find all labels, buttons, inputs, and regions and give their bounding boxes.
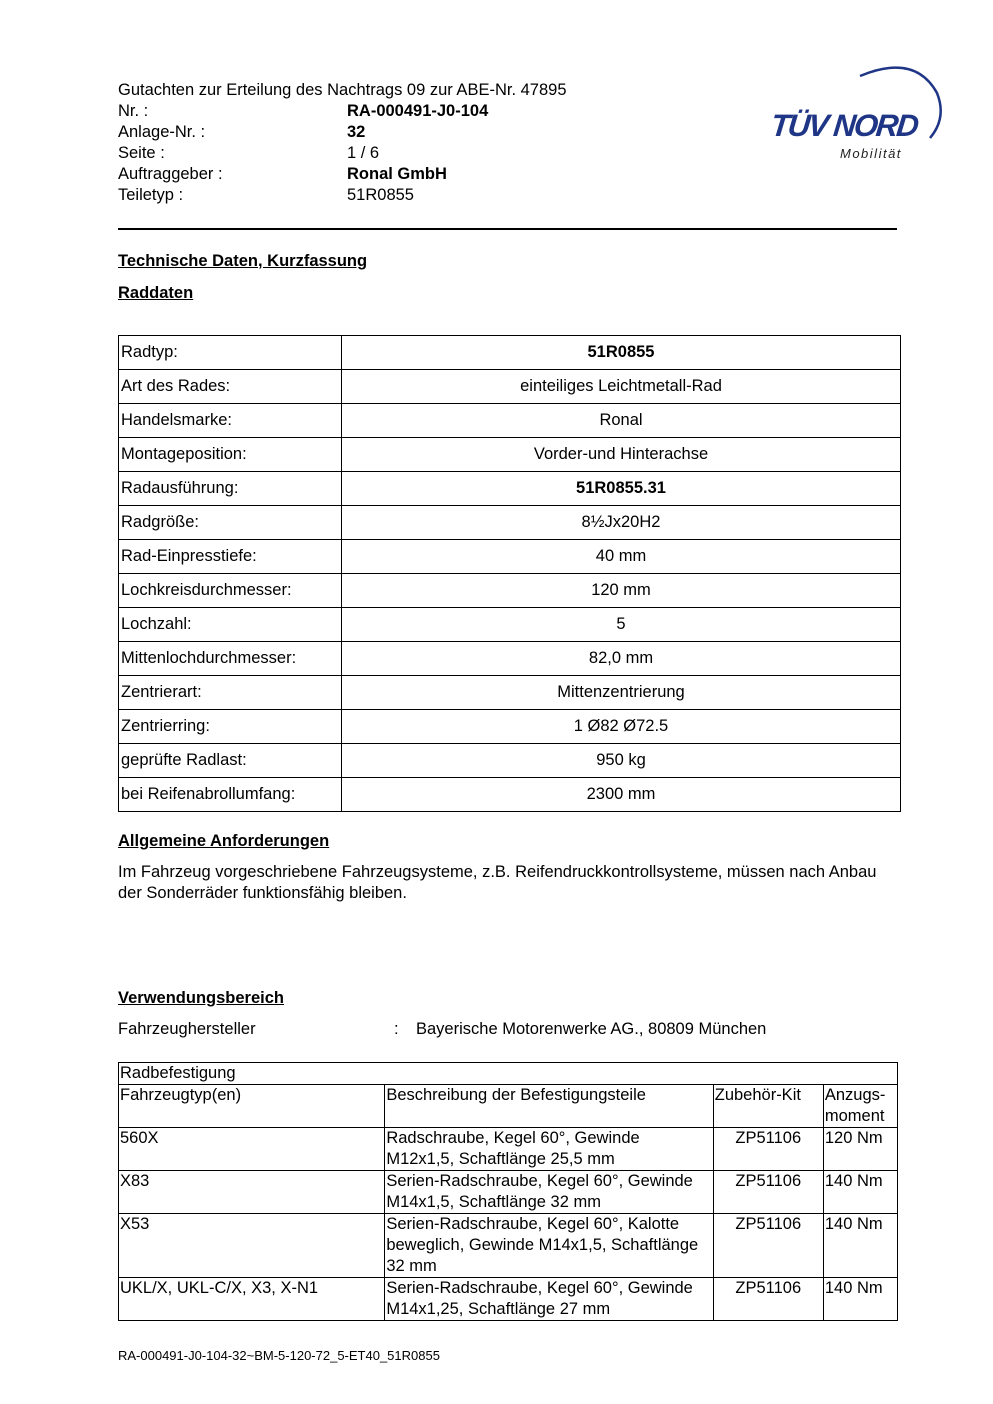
- raddaten-label: Zentrierart:: [119, 676, 342, 710]
- raddaten-table: [118, 335, 901, 812]
- header-label: Teiletyp :: [118, 186, 184, 204]
- header-row: [118, 164, 758, 185]
- table-cell: X83: [119, 1171, 385, 1214]
- table-cell: X53: [119, 1214, 385, 1278]
- raddaten-value: 51R0855: [342, 336, 901, 370]
- header-row: [118, 143, 758, 164]
- header-value: 32: [347, 123, 366, 141]
- raddaten-value: 1 Ø82 Ø72.5: [342, 710, 901, 744]
- table-row: [119, 744, 901, 778]
- raddaten-value: 51R0855.31: [342, 472, 901, 506]
- table-cell: Serien-Radschraube, Kegel 60°, Kalotte beweglich, Gewinde M14x1,5, Schaftlänge 32 mm: [385, 1214, 713, 1278]
- table-row: [119, 336, 901, 370]
- header-value: Ronal GmbH: [347, 165, 447, 183]
- raddaten-label: Radausführung:: [119, 472, 342, 506]
- fahrzeughersteller-row: [118, 1020, 766, 1039]
- raddaten-label: bei Reifenabrollumfang:: [119, 778, 342, 812]
- table-caption-row: [119, 1063, 898, 1085]
- raddaten-value: 950 kg: [342, 744, 901, 778]
- header-value: 1 / 6: [347, 144, 380, 162]
- section-allgemeine: Allgemeine Anforderungen: [118, 832, 330, 850]
- raddaten-label: Lochzahl:: [119, 608, 342, 642]
- section-verwendung: Verwendungsbereich: [118, 989, 284, 1007]
- table-cell: 560X: [119, 1128, 385, 1171]
- column-header: Zubehör-Kit: [713, 1085, 823, 1128]
- table-cell: 140 Nm: [823, 1171, 897, 1214]
- table-cell: ZP51106: [713, 1214, 823, 1278]
- raddaten-value: 120 mm: [342, 574, 901, 608]
- raddaten-label: Montageposition:: [119, 438, 342, 472]
- section-technische-daten: Technische Daten, Kurzfassung: [118, 252, 368, 270]
- raddaten-value: Mittenzentrierung: [342, 676, 901, 710]
- section-raddaten: Raddaten: [118, 284, 194, 302]
- raddaten-label: Art des Rades:: [119, 370, 342, 404]
- header-label: Auftraggeber :: [118, 165, 223, 183]
- logo-subtitle: Mobilität: [840, 146, 902, 161]
- table-cell: 140 Nm: [823, 1278, 897, 1321]
- raddaten-value: Vorder-und Hinterachse: [342, 438, 901, 472]
- fahrzeughersteller-value: Bayerische Motorenwerke AG., 80809 München: [416, 1020, 767, 1038]
- raddaten-value: 40 mm: [342, 540, 901, 574]
- raddaten-value: 82,0 mm: [342, 642, 901, 676]
- table-row: [119, 1278, 898, 1321]
- fahrzeughersteller-sep: :: [394, 1020, 399, 1038]
- raddaten-label: Radtyp:: [119, 336, 342, 370]
- raddaten-value: einteiliges Leichtmetall-Rad: [342, 370, 901, 404]
- column-header: Beschreibung der Befestigungsteile: [385, 1085, 713, 1128]
- table-cell: 120 Nm: [823, 1128, 897, 1171]
- raddaten-label: geprüfte Radlast:: [119, 744, 342, 778]
- table-row: [119, 1128, 898, 1171]
- logo-brand: TÜV NORD: [769, 108, 919, 143]
- raddaten-value: 8½Jx20H2: [342, 506, 901, 540]
- fahrzeughersteller-label: Fahrzeughersteller: [118, 1020, 256, 1038]
- tuv-nord-logo: [765, 58, 945, 168]
- column-header: Anzugs- moment: [823, 1085, 897, 1128]
- raddaten-label: Handelsmarke:: [119, 404, 342, 438]
- table-caption: Radbefestigung: [119, 1063, 898, 1085]
- allgemeine-text: Im Fahrzeug vorgeschriebene Fahrzeugsysteme, z.B. Reifendruckkontrollsysteme, müssen nach Anbau der Sonderräder funktionsfähig bleiben.: [118, 863, 877, 902]
- table-row: [119, 370, 901, 404]
- table-cell: 140 Nm: [823, 1214, 897, 1278]
- table-cell: Radschraube, Kegel 60°, Gewinde M12x1,5, Schaftlänge 25,5 mm: [385, 1128, 713, 1171]
- raddaten-label: Mittenlochdurchmesser:: [119, 642, 342, 676]
- table-row: [119, 642, 901, 676]
- table-row: [119, 778, 901, 812]
- table-row: [119, 540, 901, 574]
- header-row: [118, 101, 758, 122]
- column-header: Fahrzeugtyp(en): [119, 1085, 385, 1128]
- table-row: [119, 404, 901, 438]
- table-row: [119, 710, 901, 744]
- table-row: [119, 506, 901, 540]
- header-title: Gutachten zur Erteilung des Nachtrags 09 zur ABE-Nr. 47895: [118, 81, 567, 99]
- header-label: Anlage-Nr. :: [118, 123, 206, 141]
- header-value: 51R0855: [347, 186, 414, 204]
- table-header-row: [119, 1085, 898, 1128]
- table-row: [119, 438, 901, 472]
- raddaten-value: Ronal: [342, 404, 901, 438]
- header-value: RA-000491-J0-104: [347, 102, 489, 120]
- header-row: [118, 122, 758, 143]
- table-row: [119, 1171, 898, 1214]
- raddaten-label: Lochkreisdurchmesser:: [119, 574, 342, 608]
- table-cell: ZP51106: [713, 1278, 823, 1321]
- header-row: [118, 185, 758, 206]
- raddaten-value: 2300 mm: [342, 778, 901, 812]
- raddaten-value: 5: [342, 608, 901, 642]
- table-row: [119, 1214, 898, 1278]
- raddaten-label: Rad-Einpresstiefe:: [119, 540, 342, 574]
- table-row: [119, 608, 901, 642]
- raddaten-label: Zentrierring:: [119, 710, 342, 744]
- table-cell: Serien-Radschraube, Kegel 60°, Gewinde M14x1,25, Schaftlänge 27 mm: [385, 1278, 713, 1321]
- table-row: [119, 574, 901, 608]
- radbefestigung-table: [118, 1062, 898, 1321]
- raddaten-label: Radgröße:: [119, 506, 342, 540]
- table-row: [119, 676, 901, 710]
- table-cell: UKL/X, UKL-C/X, X3, X-N1: [119, 1278, 385, 1321]
- header-label: Nr. :: [118, 102, 149, 120]
- header-label: Seite :: [118, 144, 165, 162]
- document-header: [118, 80, 758, 206]
- table-cell: Serien-Radschraube, Kegel 60°, Gewinde M14x1,5, Schaftlänge 32 mm: [385, 1171, 713, 1214]
- page-footer: RA-000491-J0-104-32~BM-5-120-72_5-ET40_51R0855: [118, 1348, 440, 1363]
- table-row: [119, 472, 901, 506]
- table-cell: ZP51106: [713, 1128, 823, 1171]
- header-divider: [118, 228, 897, 230]
- table-cell: ZP51106: [713, 1171, 823, 1214]
